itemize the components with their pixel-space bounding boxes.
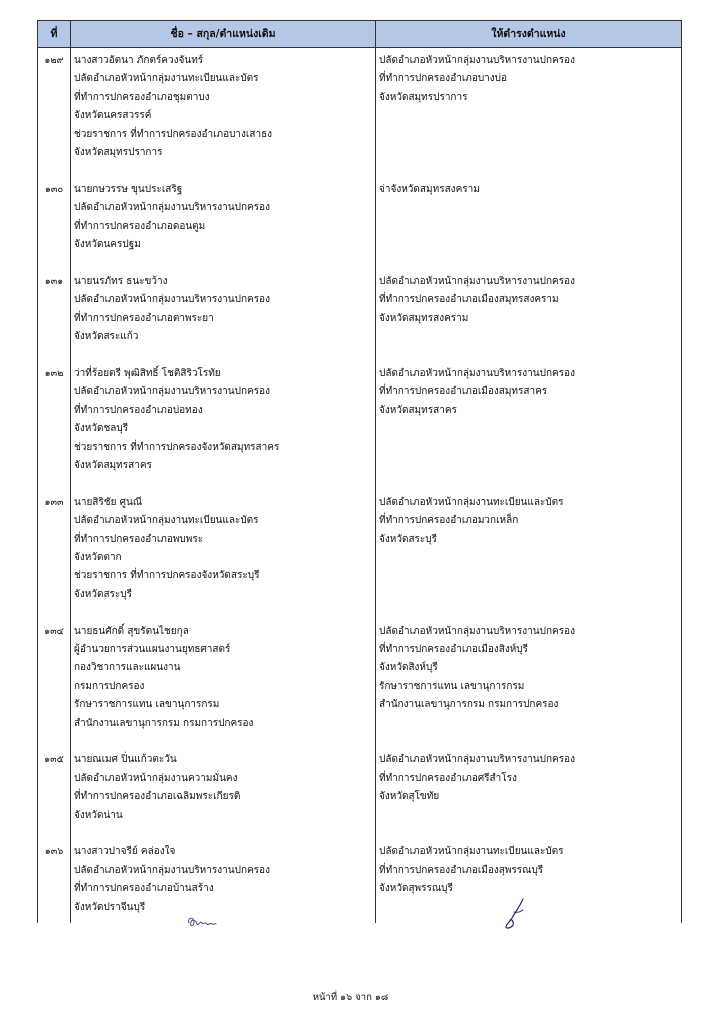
new-position-line: จังหวัดสุโขทัย [376, 788, 682, 806]
spacer-row [38, 475, 682, 493]
entry-number-cell [38, 310, 71, 328]
old-position-line: ปลัดอำเภอหัวหน้ากลุ่มงานบริหารงานปกครอง [71, 862, 376, 880]
new-position-cell [376, 549, 682, 567]
table-row [38, 567, 682, 585]
entry-number-cell [38, 439, 71, 457]
new-position-cell [376, 586, 682, 604]
new-position-line: จังหวัดสุพรรณบุรี [376, 880, 682, 898]
table-row [38, 807, 682, 825]
table-row [38, 365, 682, 383]
spacer-cell [38, 733, 71, 751]
spacer-cell [38, 347, 71, 365]
entry-number-cell [38, 531, 71, 549]
table-row [38, 623, 682, 641]
header-old-position: ชื่อ – สกุล/ตำแหน่งเดิม [71, 21, 376, 48]
new-position-line: ที่ทำการปกครองอำเภอมวกเหล็ก [376, 512, 682, 530]
table-row [38, 788, 682, 806]
table-row [38, 751, 682, 769]
new-position-line: จังหวัดสมุทรปราการ [376, 89, 682, 107]
entry-number-cell [38, 126, 71, 144]
spacer-cell [38, 162, 71, 180]
old-position-line: ที่ทำการปกครองอำเภอชุมตาบง [71, 89, 376, 107]
table-row [38, 328, 682, 346]
old-position-line: ปลัดอำเภอหัวหน้ากลุ่มงานบริหารงานปกครอง [71, 199, 376, 217]
old-position-line: ผู้อำนวยการส่วนแผนงานยุทธศาสตร์ [71, 641, 376, 659]
table-row [38, 586, 682, 604]
table-row [38, 862, 682, 880]
table-row [38, 715, 682, 733]
appointment-table [37, 20, 682, 923]
table-row [38, 770, 682, 788]
new-position-cell [376, 218, 682, 236]
table-row [38, 641, 682, 659]
old-position-line: จังหวัดชลบุรี [71, 420, 376, 438]
table-row [38, 218, 682, 236]
table-row [38, 659, 682, 677]
new-position-line: จังหวัดสมุทรสาคร [376, 402, 682, 420]
new-position-cell [376, 715, 682, 733]
table-row [38, 291, 682, 309]
new-position-line: จ่าจังหวัดสมุทรสงคราม [376, 181, 682, 199]
table-row [38, 439, 682, 457]
table-row [38, 89, 682, 107]
table-row [38, 531, 682, 549]
spacer-row [38, 604, 682, 622]
spacer-cell [376, 254, 682, 272]
spacer-cell [71, 347, 376, 365]
old-position-line: ช่วยราชการ ที่ทำการปกครองจังหวัดสระบุรี [71, 567, 376, 585]
entry-number-cell [38, 567, 71, 585]
old-position-line: จังหวัดนครสวรรค์ [71, 107, 376, 125]
old-position-line: จังหวัดสมุทรสาคร [71, 457, 376, 475]
entry-number-cell [38, 218, 71, 236]
old-position-line: กองวิชาการและแผนงาน [71, 659, 376, 677]
old-name: นายกษวรรษ ขุนประเสริฐ [71, 181, 376, 199]
new-position-line: ปลัดอำเภอหัวหน้ากลุ่มงานบริหารงานปกครอง [376, 623, 682, 641]
new-position-line: ที่ทำการปกครองอำเภอเมืองสุพรรณบุรี [376, 862, 682, 880]
table-header-row [38, 21, 682, 48]
new-position-cell [376, 126, 682, 144]
table-row [38, 199, 682, 217]
table-row [38, 383, 682, 401]
new-position-cell [376, 236, 682, 254]
spacer-cell [376, 162, 682, 180]
new-position-line: จังหวัดสระบุรี [376, 531, 682, 549]
entry-number-cell [38, 788, 71, 806]
entry-number-cell [38, 70, 71, 88]
new-position-cell [376, 107, 682, 125]
spacer-row [38, 254, 682, 272]
old-position-line: กรมการปกครอง [71, 678, 376, 696]
entry-number-cell [38, 659, 71, 677]
old-name: นางสาวอัตนา ภักตร์ควงจันทร์ [71, 48, 376, 71]
new-position-line: ที่ทำการปกครองอำเภอเมืองสิงห์บุรี [376, 641, 682, 659]
old-name: นายณเมศ ปิ่นแก้วตะวัน [71, 751, 376, 769]
table-row [38, 678, 682, 696]
entry-number-cell [38, 512, 71, 530]
old-position-line: จังหวัดสมุทรปราการ [71, 144, 376, 162]
entry-number-cell [38, 199, 71, 217]
table-row [38, 107, 682, 125]
entry-number-cell [38, 880, 71, 898]
entry-number-cell [38, 144, 71, 162]
old-position-line: ที่ทำการปกครองอำเภอพบพระ [71, 531, 376, 549]
entry-number-cell [38, 696, 71, 714]
spacer-cell [38, 604, 71, 622]
new-position-cell [376, 199, 682, 217]
entry-number-cell [38, 328, 71, 346]
entry-number: ๑๓๓ [38, 494, 71, 512]
spacer-cell [376, 825, 682, 843]
table-row [38, 402, 682, 420]
old-position-line: ช่วยราชการ ที่ทำการปกครองอำเภอบางเสาธง [71, 126, 376, 144]
table-row [38, 126, 682, 144]
new-position-line: ปลัดอำเภอหัวหน้ากลุ่มงานทะเบียนและบัตร [376, 494, 682, 512]
table-row [38, 273, 682, 291]
spacer-cell [71, 733, 376, 751]
table-row [38, 457, 682, 475]
entry-number-cell [38, 402, 71, 420]
old-name: ว่าที่ร้อยตรี พุฒิสิทธิ์ โชติสิริวโรทัย [71, 365, 376, 383]
entry-number-cell [38, 89, 71, 107]
old-position-line: จังหวัดปราจีนบุรี [71, 899, 376, 917]
table-row [38, 181, 682, 199]
old-position-line: จังหวัดน่าน [71, 807, 376, 825]
end-cell [38, 917, 71, 923]
header-no: ที่ [38, 21, 71, 48]
table-body [38, 48, 682, 924]
old-position-line: ที่ทำการปกครองอำเภอบ่อทอง [71, 402, 376, 420]
new-position-line: สำนักงานเลขานุการกรม กรมการปกครอง [376, 696, 682, 714]
new-position-cell [376, 420, 682, 438]
old-position-line: สำนักงานเลขานุการกรม กรมการปกครอง [71, 715, 376, 733]
entry-number-cell [38, 899, 71, 917]
handwritten-signature [501, 896, 529, 930]
entry-number-cell [38, 770, 71, 788]
table-row [38, 880, 682, 898]
table-end-row [38, 917, 682, 923]
old-position-line: ปลัดอำเภอหัวหน้ากลุ่มงานทะเบียนและบัตร [71, 512, 376, 530]
entry-number-cell [38, 715, 71, 733]
spacer-cell [376, 347, 682, 365]
old-position-line: จังหวัดนครปฐม [71, 236, 376, 254]
entry-number-cell [38, 383, 71, 401]
end-cell [71, 917, 376, 923]
new-position-line: ที่ทำการปกครองอำเภอศรีสำโรง [376, 770, 682, 788]
spacer-cell [71, 254, 376, 272]
old-position-line: ที่ทำการปกครองอำเภอเฉลิมพระเกียรติ [71, 788, 376, 806]
table-row [38, 899, 682, 917]
entry-number: ๑๓๑ [38, 273, 71, 291]
new-position-cell [376, 144, 682, 162]
new-position-cell [376, 807, 682, 825]
new-position-cell [376, 457, 682, 475]
new-position-cell [376, 439, 682, 457]
old-position-line: ที่ทำการปกครองอำเภอดอนตูม [71, 218, 376, 236]
spacer-row [38, 162, 682, 180]
table-row [38, 144, 682, 162]
entry-number-cell [38, 420, 71, 438]
new-position-line: จังหวัดสิงห์บุรี [376, 659, 682, 677]
old-name: นายนรภัทร ธนะขว้าง [71, 273, 376, 291]
spacer-cell [71, 475, 376, 493]
spacer-cell [71, 604, 376, 622]
entry-number-cell [38, 641, 71, 659]
entry-number-cell [38, 862, 71, 880]
new-position-line: ปลัดอำเภอหัวหน้ากลุ่มงานบริหารงานปกครอง [376, 48, 682, 71]
old-position-line: ที่ทำการปกครองอำเภอตาพระยา [71, 310, 376, 328]
page-number: หน้าที่ ๑๖ จาก ๑๘ [312, 992, 389, 1003]
entry-number: ๑๓๒ [38, 365, 71, 383]
spacer-cell [38, 254, 71, 272]
entry-number: ๑๓๔ [38, 623, 71, 641]
spacer-cell [376, 604, 682, 622]
spacer-cell [376, 475, 682, 493]
spacer-row [38, 733, 682, 751]
new-position-line: ที่ทำการปกครองอำเภอบางบ่อ [376, 70, 682, 88]
old-position-line: จังหวัดสระบุรี [71, 586, 376, 604]
new-position-line: ที่ทำการปกครองอำเภอเมืองสมุทรสงคราม [376, 291, 682, 309]
entry-number-cell [38, 457, 71, 475]
entry-number-cell [38, 236, 71, 254]
new-position-line: ปลัดอำเภอหัวหน้ากลุ่มงานบริหารงานปกครอง [376, 365, 682, 383]
old-name: นางสาวปาจรีย์ คล่องใจ [71, 843, 376, 861]
new-position-line: จังหวัดสมุทรสงคราม [376, 310, 682, 328]
new-position-line: ปลัดอำเภอหัวหน้ากลุ่มงานบริหารงานปกครอง [376, 273, 682, 291]
spacer-row [38, 825, 682, 843]
old-position-line: ที่ทำการปกครองอำเภอบ้านสร้าง [71, 880, 376, 898]
new-position-line: ที่ทำการปกครองอำเภอเมืองสมุทรสาคร [376, 383, 682, 401]
spacer-row [38, 347, 682, 365]
old-position-line: ปลัดอำเภอหัวหน้ากลุ่มงานทะเบียนและบัตร [71, 70, 376, 88]
entry-number-cell [38, 678, 71, 696]
old-name: นายสิริชัย ศูนณี [71, 494, 376, 512]
header-new-position: ให้ดำรงตำแหน่ง [376, 21, 682, 48]
new-position-cell [376, 328, 682, 346]
entry-number: ๑๓๐ [38, 181, 71, 199]
spacer-cell [38, 475, 71, 493]
old-position-line: ปลัดอำเภอหัวหน้ากลุ่มงานบริหารงานปกครอง [71, 383, 376, 401]
old-position-line: รักษาราชการแทน เลขานุการกรม [71, 696, 376, 714]
table-row [38, 236, 682, 254]
old-name: นายธนศักดิ์ สุขรัตนไชยกุล [71, 623, 376, 641]
table-row [38, 420, 682, 438]
table-row [38, 70, 682, 88]
entry-number: ๑๓๖ [38, 843, 71, 861]
table-row [38, 549, 682, 567]
entry-number: ๑๓๕ [38, 751, 71, 769]
table-row [38, 843, 682, 861]
old-position-line: ปลัดอำเภอหัวหน้ากลุ่มงานความมั่นคง [71, 770, 376, 788]
old-position-line: ช่วยราชการ ที่ทำการปกครองจังหวัดสมุทรสาคร [71, 439, 376, 457]
old-position-line: จังหวัดตาก [71, 549, 376, 567]
spacer-cell [71, 825, 376, 843]
entry-number-cell [38, 107, 71, 125]
table-row [38, 696, 682, 714]
old-position-line: ปลัดอำเภอหัวหน้ากลุ่มงานบริหารงานปกครอง [71, 291, 376, 309]
old-position-line: จังหวัดสระแก้ว [71, 328, 376, 346]
spacer-cell [38, 825, 71, 843]
new-position-line: ปลัดอำเภอหัวหน้ากลุ่มงานบริหารงานปกครอง [376, 751, 682, 769]
spacer-cell [376, 733, 682, 751]
handwritten-initials [183, 912, 219, 932]
entry-number: ๑๒๙ [38, 48, 71, 71]
entry-number-cell [38, 807, 71, 825]
spacer-cell [71, 162, 376, 180]
new-position-cell [376, 567, 682, 585]
table-row [38, 48, 682, 71]
new-position-line: ปลัดอำเภอหัวหน้ากลุ่มงานทะเบียนและบัตร [376, 843, 682, 861]
table-row [38, 512, 682, 530]
entry-number-cell [38, 586, 71, 604]
entry-number-cell [38, 549, 71, 567]
table-row [38, 310, 682, 328]
table-row [38, 494, 682, 512]
new-position-line: รักษาราชการแทน เลขานุการกรม [376, 678, 682, 696]
entry-number-cell [38, 291, 71, 309]
